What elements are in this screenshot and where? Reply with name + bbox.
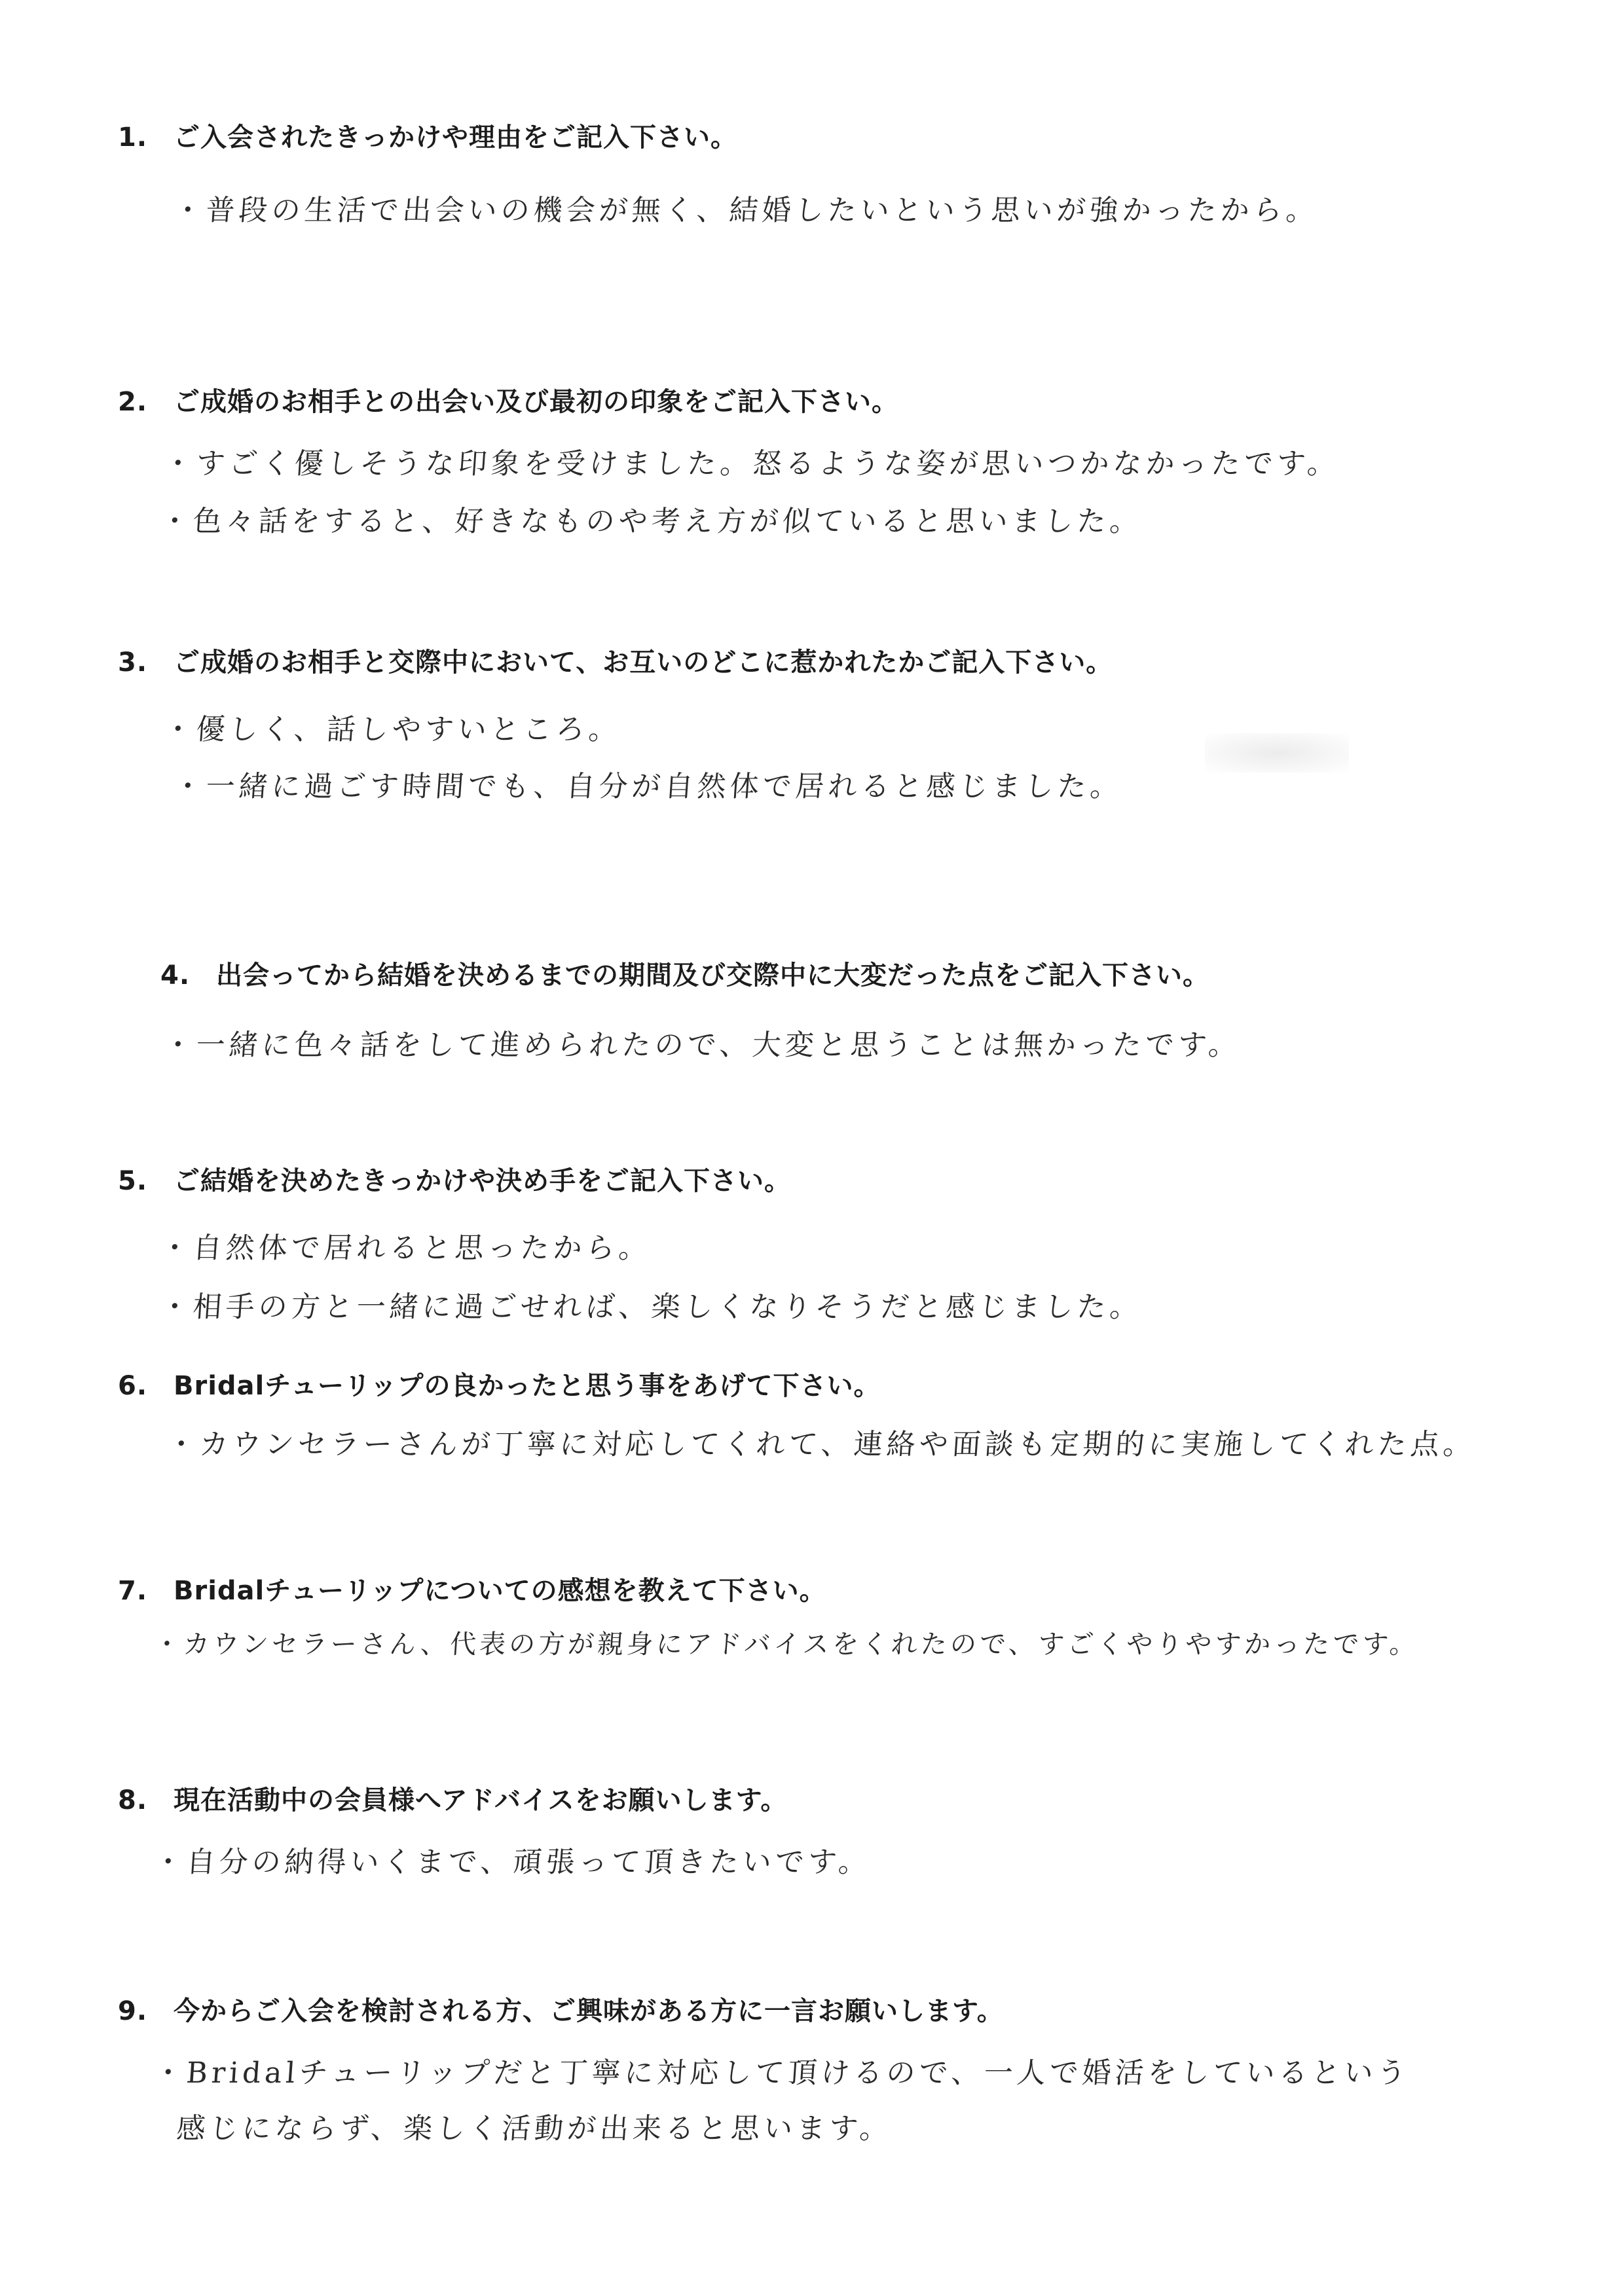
question-4 <box>160 955 1209 992</box>
question-8 <box>118 1779 787 1817</box>
question-text: 現在活動中の会員様へアドバイスをお願いします。 <box>174 1785 788 1815</box>
answer-5-1: ・自然体で居れると思ったから。 <box>158 1231 653 1265</box>
question-6 <box>118 1365 880 1402</box>
answer-5-2: ・相手の方と一緒に過ごせれば、楽しくなりそうだと感じました。 <box>158 1290 1144 1324</box>
question-number: 2. <box>118 387 148 417</box>
question-7 <box>118 1570 826 1607</box>
answer-1-1: ・普段の生活で出会いの機会が無く、結婚したいという思いが強かったから。 <box>172 194 1320 227</box>
question-9 <box>118 1990 1004 2028</box>
question-text: Bridalチューリップの良かったと思う事をあげて下さい。 <box>174 1371 881 1401</box>
question-number: 7. <box>118 1576 148 1606</box>
question-5 <box>118 1160 791 1197</box>
question-number: 3. <box>118 647 148 678</box>
question-text: 今からご入会を検討される方、ご興味がある方に一言お願いします。 <box>174 1996 1004 2026</box>
question-text: ご成婚のお相手と交際中において、お互いのどこに惹かれたかご記入下さい。 <box>174 647 1113 678</box>
answer-6-1: ・カウンセラーさんが丁寧に対応してくれて、連絡や面談も定期的に実施してくれた点。 <box>165 1428 1477 1461</box>
question-number: 5. <box>118 1166 148 1196</box>
answer-2-2: ・色々話をすると、好きなものや考え方が似ていると思いました。 <box>158 505 1144 538</box>
question-3 <box>118 642 1113 679</box>
question-number: 8. <box>118 1785 148 1815</box>
question-text: ご結婚を決めたきっかけや決め手をご記入下さい。 <box>174 1166 791 1196</box>
question-text: ご入会されたきっかけや理由をご記入下さい。 <box>174 122 737 153</box>
question-text: 出会ってから結婚を決めるまでの期間及び交際中に大変だった点をご記入下さい。 <box>216 960 1209 991</box>
answer-8-1: ・自分の納得いくまで、頑張って頂きたいです。 <box>152 1846 873 1879</box>
question-number: 4. <box>160 960 191 991</box>
answer-3-2: ・一緒に過ごす時間でも、自分が自然体で居れると感じました。 <box>172 770 1124 803</box>
answer-2-1: ・すごく優しそうな印象を受けました。怒るような姿が思いつかなかったです。 <box>162 447 1341 481</box>
answer-3-1: ・優しく、話しやすいところ。 <box>162 713 623 746</box>
question-number: 1. <box>118 122 148 153</box>
question-2 <box>118 381 898 418</box>
answer-9-2: 感じにならず、楽しく活動が出来ると思います。 <box>175 2112 894 2145</box>
answer-4-1: ・一緒に色々話をして進められたので、大変と思うことは無かったです。 <box>162 1029 1243 1062</box>
question-1 <box>118 117 737 154</box>
question-number: 9. <box>118 1996 148 2026</box>
question-text: ご成婚のお相手との出会い及び最初の印象をご記入下さい。 <box>174 387 898 417</box>
scan-smudge <box>1205 733 1349 773</box>
question-text: Bridalチューリップについての感想を教えて下さい。 <box>174 1576 826 1606</box>
answer-7-1: ・カウンセラーさん、代表の方が親身にアドバイスをくれたので、すごくやりやすかったです。 <box>153 1630 1420 1660</box>
answer-9-1: ・Bridalチューリップだと丁寧に対応して頂けるので、一人で婚活をしているという <box>152 2056 1411 2090</box>
question-number: 6. <box>118 1371 148 1401</box>
